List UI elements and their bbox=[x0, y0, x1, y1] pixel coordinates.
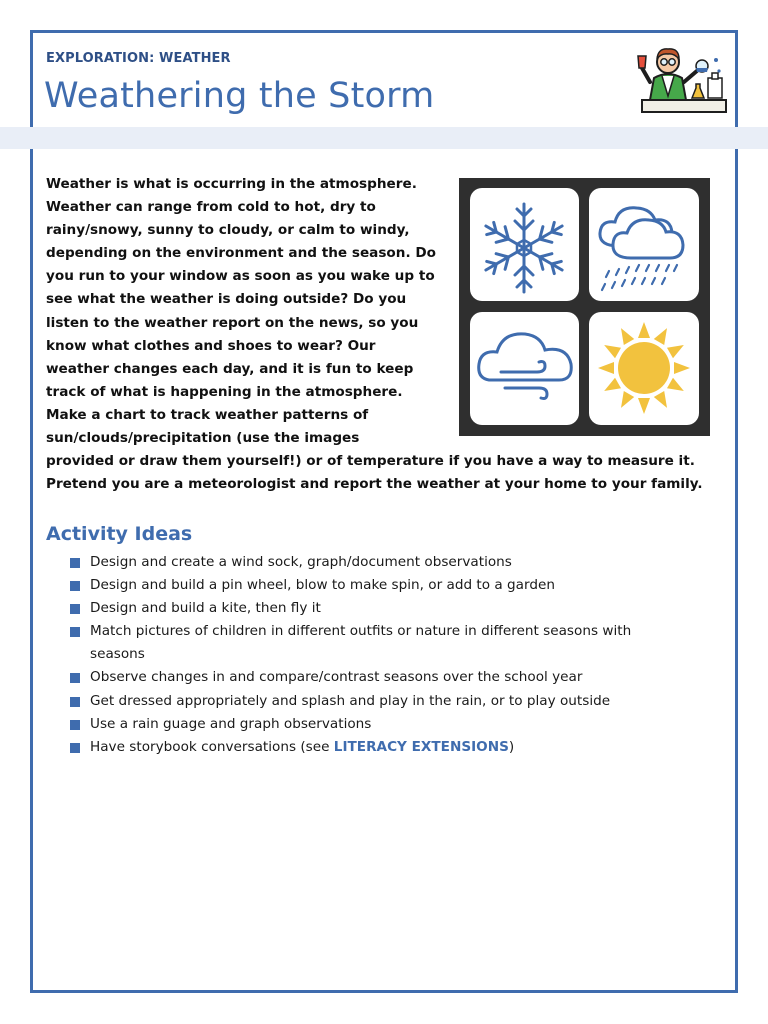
list-item bbox=[70, 597, 710, 620]
list-item bbox=[70, 713, 710, 736]
intro-line: rainy/snowy, sunny to cloudy, or calm to windy, bbox=[46, 222, 410, 239]
section-kicker: EXPLORATION: WEATHER bbox=[46, 51, 231, 66]
intro-line: listen to the weather report on the news, so you bbox=[46, 314, 419, 331]
intro-line: track of what is happening in the atmosphere. bbox=[46, 383, 403, 400]
activity-text: Have storybook conversations (see bbox=[90, 738, 334, 755]
activity-text: Design and build a kite, then fly it bbox=[90, 600, 321, 617]
square-bullet-icon bbox=[70, 558, 80, 568]
intro-line: know what clothes and shoes to wear? Our bbox=[46, 337, 376, 354]
activity-text: Get dressed appropriately and splash and play in the rain, or to play outside bbox=[90, 692, 611, 709]
list-item bbox=[70, 736, 710, 759]
list-item bbox=[70, 551, 710, 574]
activity-list bbox=[70, 551, 710, 759]
list-item bbox=[70, 666, 710, 689]
activity-ideas-heading: Activity Ideas bbox=[46, 523, 193, 545]
intro-line: Weather is what is occurring in the atmosphere. bbox=[46, 176, 417, 192]
scientist-icon bbox=[632, 40, 732, 116]
square-bullet-icon bbox=[70, 604, 80, 614]
page-title: Weathering the Storm bbox=[44, 76, 435, 116]
activity-text-continuation: seasons bbox=[90, 646, 145, 663]
intro-line: depending on the environment and the season. Do bbox=[46, 245, 436, 262]
intro-line: Make a chart to track weather patterns of bbox=[46, 406, 369, 423]
intro-line: weather changes each day, and it is fun to keep bbox=[46, 360, 414, 377]
square-bullet-icon bbox=[70, 581, 80, 591]
list-item bbox=[70, 690, 710, 713]
activity-text: Observe changes in and compare/contrast seasons over the school year bbox=[90, 669, 583, 686]
activity-text: Design and build a pin wheel, blow to make spin, or add to a garden bbox=[90, 577, 555, 594]
list-item bbox=[70, 574, 710, 597]
activity-text: Use a rain guage and graph observations bbox=[90, 715, 372, 732]
intro-line: sun/clouds/precipitation (use the images bbox=[46, 430, 360, 447]
activity-text: Design and create a wind sock, graph/document observations bbox=[90, 554, 512, 570]
list-item bbox=[70, 620, 710, 666]
intro-paragraph bbox=[46, 173, 736, 496]
intro-line: provided or draw them yourself!) or of temperature if you have a way to measure it. bbox=[46, 453, 695, 470]
square-bullet-icon bbox=[70, 720, 80, 730]
square-bullet-icon bbox=[70, 743, 80, 753]
header-band bbox=[0, 127, 768, 149]
intro-line: see what the weather is doing outside? Do you bbox=[46, 291, 407, 308]
square-bullet-icon bbox=[70, 673, 80, 683]
square-bullet-icon bbox=[70, 697, 80, 707]
activity-text: Match pictures of children in different outfits or nature in different seasons with bbox=[90, 623, 632, 640]
intro-line: Pretend you are a meteorologist and report the weather at your home to your family. bbox=[46, 476, 703, 493]
intro-line: you run to your window as soon as you wake up to bbox=[46, 268, 435, 285]
activity-text-suffix: ) bbox=[508, 738, 515, 755]
square-bullet-icon bbox=[70, 627, 80, 637]
literacy-extensions-link[interactable]: LITERACY EXTENSIONS bbox=[333, 738, 509, 755]
intro-line: Weather can range from cold to hot, dry to bbox=[46, 199, 376, 216]
